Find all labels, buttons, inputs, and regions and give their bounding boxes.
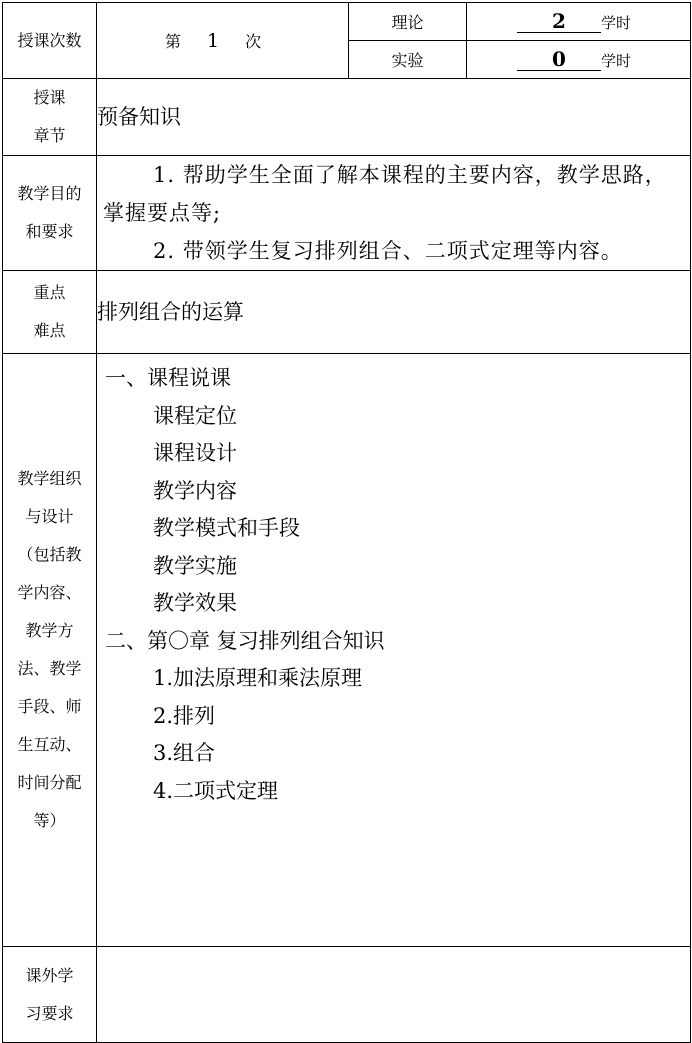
outline-item: 课程定位 (153, 403, 237, 428)
theory-hours-unit: 学时 (601, 14, 632, 32)
outline-item: 1.加法原理和乘法原理 (153, 666, 363, 690)
session-label: 授课次数 (17, 30, 82, 50)
homework-value-cell (97, 947, 691, 1043)
design-label-line: 法、教学 (17, 659, 82, 678)
objectives-value-cell (97, 156, 691, 271)
design-label-line: 教学组织 (17, 469, 82, 488)
homework-label-cell (3, 947, 97, 1043)
objectives-label-line2: 和要求 (25, 222, 74, 241)
chapter-value-cell (97, 79, 691, 156)
session-prefix: 第 (165, 32, 182, 51)
design-label-line: 手段、师 (17, 697, 82, 716)
outline-item: 3.组合 (153, 741, 216, 765)
chapter-label-cell (3, 79, 97, 156)
outline-item: 课程设计 (153, 441, 237, 465)
design-label-line: 时间分配 (17, 773, 82, 792)
design-label-cell (3, 354, 97, 947)
keypoints-label-cell (3, 271, 97, 354)
keypoints-label-line2: 难点 (33, 321, 66, 340)
theory-hours-cell (467, 3, 691, 41)
outline-item: 一、课程说课 (105, 366, 231, 390)
keypoints-value: 排列组合的运算 (97, 300, 244, 324)
design-label-line: （包括教 (17, 545, 82, 564)
lab-hours-unit: 学时 (601, 52, 632, 70)
outline-item: 教学效果 (153, 591, 237, 615)
outline-item: 教学内容 (153, 478, 237, 503)
homework-label-line2: 习要求 (25, 1003, 74, 1023)
session-number: 1 (207, 30, 220, 52)
design-label-line: 生互动、 (17, 735, 82, 754)
design-label-line: 教学方 (25, 621, 74, 640)
theory-hours-value: 2 (517, 10, 601, 33)
lab-hours-cell (467, 41, 691, 79)
session-count-cell (97, 3, 349, 79)
lab-label: 实验 (391, 51, 424, 70)
design-outline (97, 354, 690, 810)
objective-item-1: 1. 帮助学生全面了解本课程的主要内容，教学思路，掌握要点等; (103, 163, 667, 225)
design-label-line: 学内容、 (17, 583, 82, 602)
session-label-cell (3, 3, 97, 79)
lesson-plan-table (2, 2, 691, 1043)
keypoints-value-cell (97, 271, 691, 354)
lab-label-cell (349, 41, 467, 79)
chapter-label-line2: 章节 (33, 126, 66, 145)
chapter-value: 预备知识 (97, 105, 181, 129)
outline-item: 教学实施 (153, 553, 237, 578)
theory-label-cell (349, 3, 467, 41)
objectives-label-cell (3, 156, 97, 271)
outline-item: 二、第〇章 复习排列组合知识 (105, 628, 385, 653)
outline-item: 教学模式和手段 (153, 516, 300, 540)
keypoints-label-line1: 重点 (33, 283, 66, 302)
homework-label-line1: 课外学 (25, 965, 74, 985)
design-outline-cell (97, 354, 691, 947)
objectives-label-line1: 教学目的 (17, 184, 82, 203)
outline-item: 4.二项式定理 (153, 778, 279, 803)
design-label-line: 等） (33, 811, 66, 830)
design-label-line: 与设计 (25, 507, 74, 526)
lab-hours-value: 0 (517, 48, 601, 71)
chapter-label-line1: 授课 (33, 88, 66, 107)
theory-label: 理论 (391, 13, 424, 32)
outline-item: 2.排列 (153, 703, 216, 728)
session-suffix: 次 (245, 32, 262, 51)
objective-item-2: 2. 带领学生复习排列组合、二项式定理等内容。 (153, 239, 623, 263)
